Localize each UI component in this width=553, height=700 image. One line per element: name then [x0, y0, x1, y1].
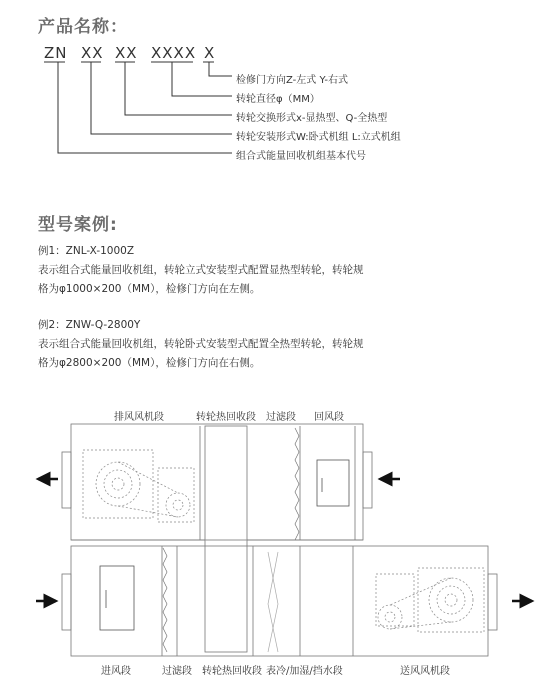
desc-diameter: 转轮直径φ（MM）	[236, 94, 320, 105]
label-wheel-bottom: 转轮热回收段	[202, 666, 262, 677]
top-unit-frame	[71, 424, 363, 540]
label-return: 回风段	[314, 412, 344, 423]
label-wheel-top: 转轮热回收段	[196, 412, 256, 423]
desc-exchange: 转轮交换形式x-显热型、Q-全热型	[236, 113, 388, 124]
desc-install: 转轮安装形式W:卧式机组 L:立式机组	[236, 132, 401, 143]
example-2-line2: 格为φ2800×200（MM），检修门方向在右侧。	[38, 357, 261, 369]
wheel-section	[205, 426, 247, 652]
examples-heading: 型号案例:	[38, 215, 118, 235]
example-1-line2: 格为φ1000×200（MM），检修门方向在左侧。	[38, 283, 261, 295]
label-filter-top: 过滤段	[266, 412, 296, 423]
code-install: XX	[81, 44, 104, 62]
code-exchange: XX	[115, 44, 138, 62]
example-2-line1: 表示组合式能量回收机组，转轮卧式安装型式配置全热型转轮，转轮规	[38, 338, 364, 350]
code-zn: ZN	[44, 44, 68, 62]
label-filter-bottom: 过滤段	[162, 666, 192, 677]
desc-base: 组合式能量回收机组基本代号	[236, 151, 366, 162]
label-cooling: 表冷/加湿/挡水段	[266, 666, 343, 677]
label-supply-fan: 送风风机段	[400, 666, 450, 677]
desc-door: 检修门方向Z-左式 Y-右式	[236, 75, 348, 86]
product-heading: 产品名称：	[38, 17, 128, 37]
code-diameter: XXXX	[151, 44, 197, 62]
example-1-line1: 表示组合式能量回收机组，转轮立式安装型式配置显热型转轮，转轮规	[38, 264, 364, 276]
example-2-title: 例2：ZNW-Q-2800Y	[38, 319, 141, 331]
bottom-unit-frame	[71, 546, 488, 656]
label-exhaust-fan: 排风风机段	[114, 412, 164, 423]
code-door: X	[204, 44, 216, 62]
example-1-title: 例1：ZNL-X-1000Z	[38, 245, 135, 257]
label-intake: 进风段	[101, 666, 131, 677]
